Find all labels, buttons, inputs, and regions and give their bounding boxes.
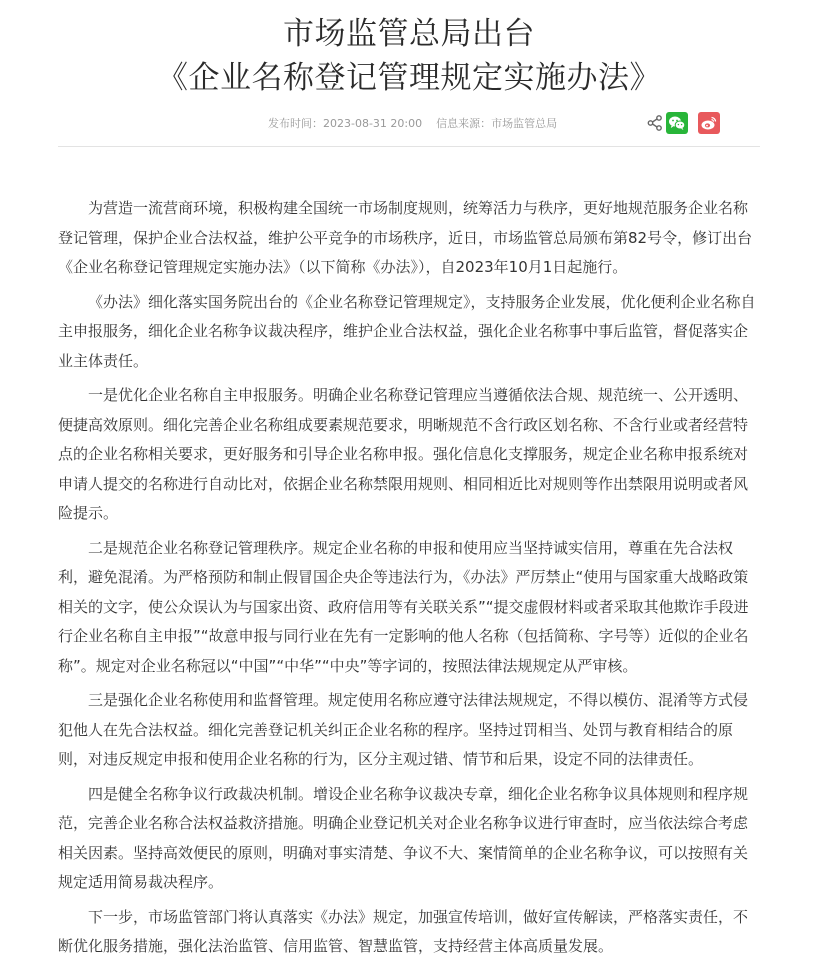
paragraph: 下一步，市场监管部门将认真落实《办法》规定，加强宣传培训，做好宣传解读，严格落实责任，不断优化服务措施，强化法治监管、信用监管、智慧监管，支持经营主体高质量发展。 [58,907,749,955]
meta-info [268,115,557,131]
wechat-icon[interactable] [666,112,688,134]
meta-bar [58,106,760,147]
article-body [58,194,762,967]
paragraph: 《办法》细化落实国务院出台的《企业名称登记管理规定》，支持服务企业发展，优化便利企业名称自主申报服务，细化企业名称争议裁决程序，维护企业合法权益，强化企业名称事中事后监管，督促落实企业主体责任。 [58,292,756,370]
paragraph: 二是规范企业名称登记管理秩序。规定企业名称的申报和使用应当坚持诚实信用，尊重在先合法权利，避免混淆。为严格预防和制止假冒国企央企等违法行为，《办法》严厉禁止“使用与国家重大战略政策相关的文字，使公众误认为与国家出资、政府信用等有关联关系”“提交虚假材料或者采取其他欺诈手段进行企业名称自主申报”“故意申报与同行业在先有一定影响的他人名称（包括简称、字号等）近似的企业名称”。规定对企业名称冠以“中国”“中华”“中央”等字词的，按照法律法规规定从严审核。 [58,538,749,675]
paragraph: 四是健全名称争议行政裁决机制。增设企业名称争议裁决专章，细化企业名称争议具体规则和程序规范，完善企业名称合法权益救济措施。明确企业登记机关对企业名称争议进行审查时，应当依法综合考虑相关因素。坚持高效便民的原则，明确对事实清楚、争议不大、案情简单的企业名称争议，可以按照有关规定适用简易裁决程序。 [58,784,749,891]
paragraph: 为营造一流营商环境，积极构建全国统一市场制度规则，统筹活力与秩序，更好地规范服务企业名称登记管理，保护企业合法权益，维护公平竞争的市场秩序，近日，市场监管总局颁布第82号令，修订出台《企业名称登记管理规定实施办法》（以下简称《办法》），自2023年10月1日起施行。 [58,199,753,276]
info-source: 信息来源：市场监管总局 [436,117,558,130]
page-title [0,0,818,100]
publish-time: 发布时间：2023-08-31 20:00 [268,117,423,130]
weibo-icon[interactable] [698,112,720,134]
paragraph: 三是强化企业名称使用和监督管理。规定使用名称应遵守法律法规规定，不得以模仿、混淆等方式侵犯他人在先合法权益。细化完善登记机关纠正企业名称的程序。坚持过罚相当、处罚与教育相结合的原则，对违反规定申报和使用企业名称的行为，区分主观过错、情节和后果，设定不同的法律责任。 [58,691,749,768]
paragraph: 一是优化企业名称自主申报服务。明确企业名称登记管理应当遵循依法合规、规范统一、公开透明、便捷高效原则。细化完善企业名称组成要素规范要求，明晰规范不含行政区划名称、不含行业或者经营特点的企业名称相关要求，更好服务和引导企业名称申报。强化信息化支撑服务，规定企业名称申报系统对申请人提交的名称进行自动比对，依据企业名称禁限用规则、相同相近比对规则等作出禁限用说明或者风险提示。 [58,386,749,522]
title-line-2: 《企业名称登记管理规定实施办法》 [157,60,661,96]
title-line-1: 市场监管总局出台 [283,16,535,52]
share-icon[interactable] [646,114,664,132]
